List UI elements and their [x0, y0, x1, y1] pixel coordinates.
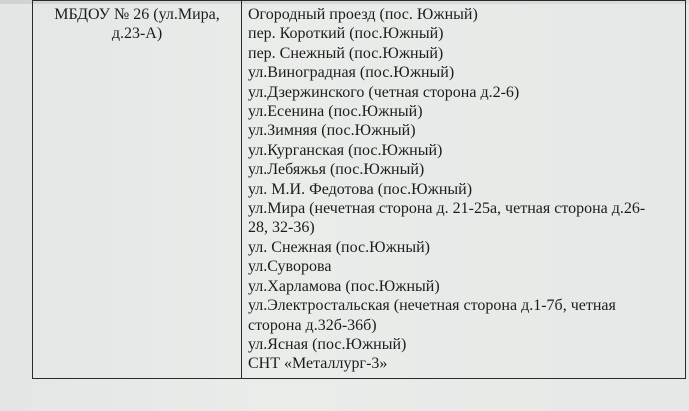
street-item-continued: 28, 32-36) — [248, 219, 315, 237]
street-item: ул.Виноградная (пос.Южный) — [248, 64, 455, 82]
table-row — [33, 1, 686, 379]
street-item: ул.Есенина (пос.Южный) — [248, 103, 423, 121]
street-item: ул.Зимняя (пос.Южный) — [248, 122, 416, 140]
street-item: ул.Курганская (пос.Южный) — [248, 141, 443, 159]
street-item: ул. М.И. Федотова (пос.Южный) — [248, 180, 473, 198]
address-table — [32, 0, 686, 379]
street-item: СНТ «Металлург-3» — [248, 355, 388, 373]
street-item: пер. Короткий (пос.Южный) — [248, 25, 444, 43]
street-item-continued: сторона д.32б-36б) — [248, 316, 377, 334]
street-item: ул.Ясная (пос.Южный) — [248, 335, 407, 353]
street-item: Огородный проезд (пос. Южный) — [248, 6, 478, 23]
street-item: ул.Харламова (пос.Южный) — [248, 277, 440, 295]
street-item: ул.Лебяжья (пос.Южный) — [248, 161, 425, 179]
street-item: ул. Снежная (пос.Южный) — [248, 238, 430, 256]
institution-address: д.23-А) — [111, 25, 163, 43]
streets-cell — [242, 1, 686, 379]
street-item: ул.Мира (нечетная сторона д. 21-25а, четная сторона д.26- — [248, 200, 646, 218]
street-item: пер. Снежный (пос.Южный) — [248, 44, 444, 62]
street-item: ул.Дзержинского (четная сторона д.2-6) — [248, 83, 520, 101]
institution-name: МБДОУ № 26 (ул.Мира, — [54, 6, 220, 23]
institution-cell — [33, 1, 242, 379]
street-item: ул.Суворова — [248, 258, 332, 276]
street-item: ул.Электростальская (нечетная сторона д.1-7б, четная — [248, 297, 616, 315]
